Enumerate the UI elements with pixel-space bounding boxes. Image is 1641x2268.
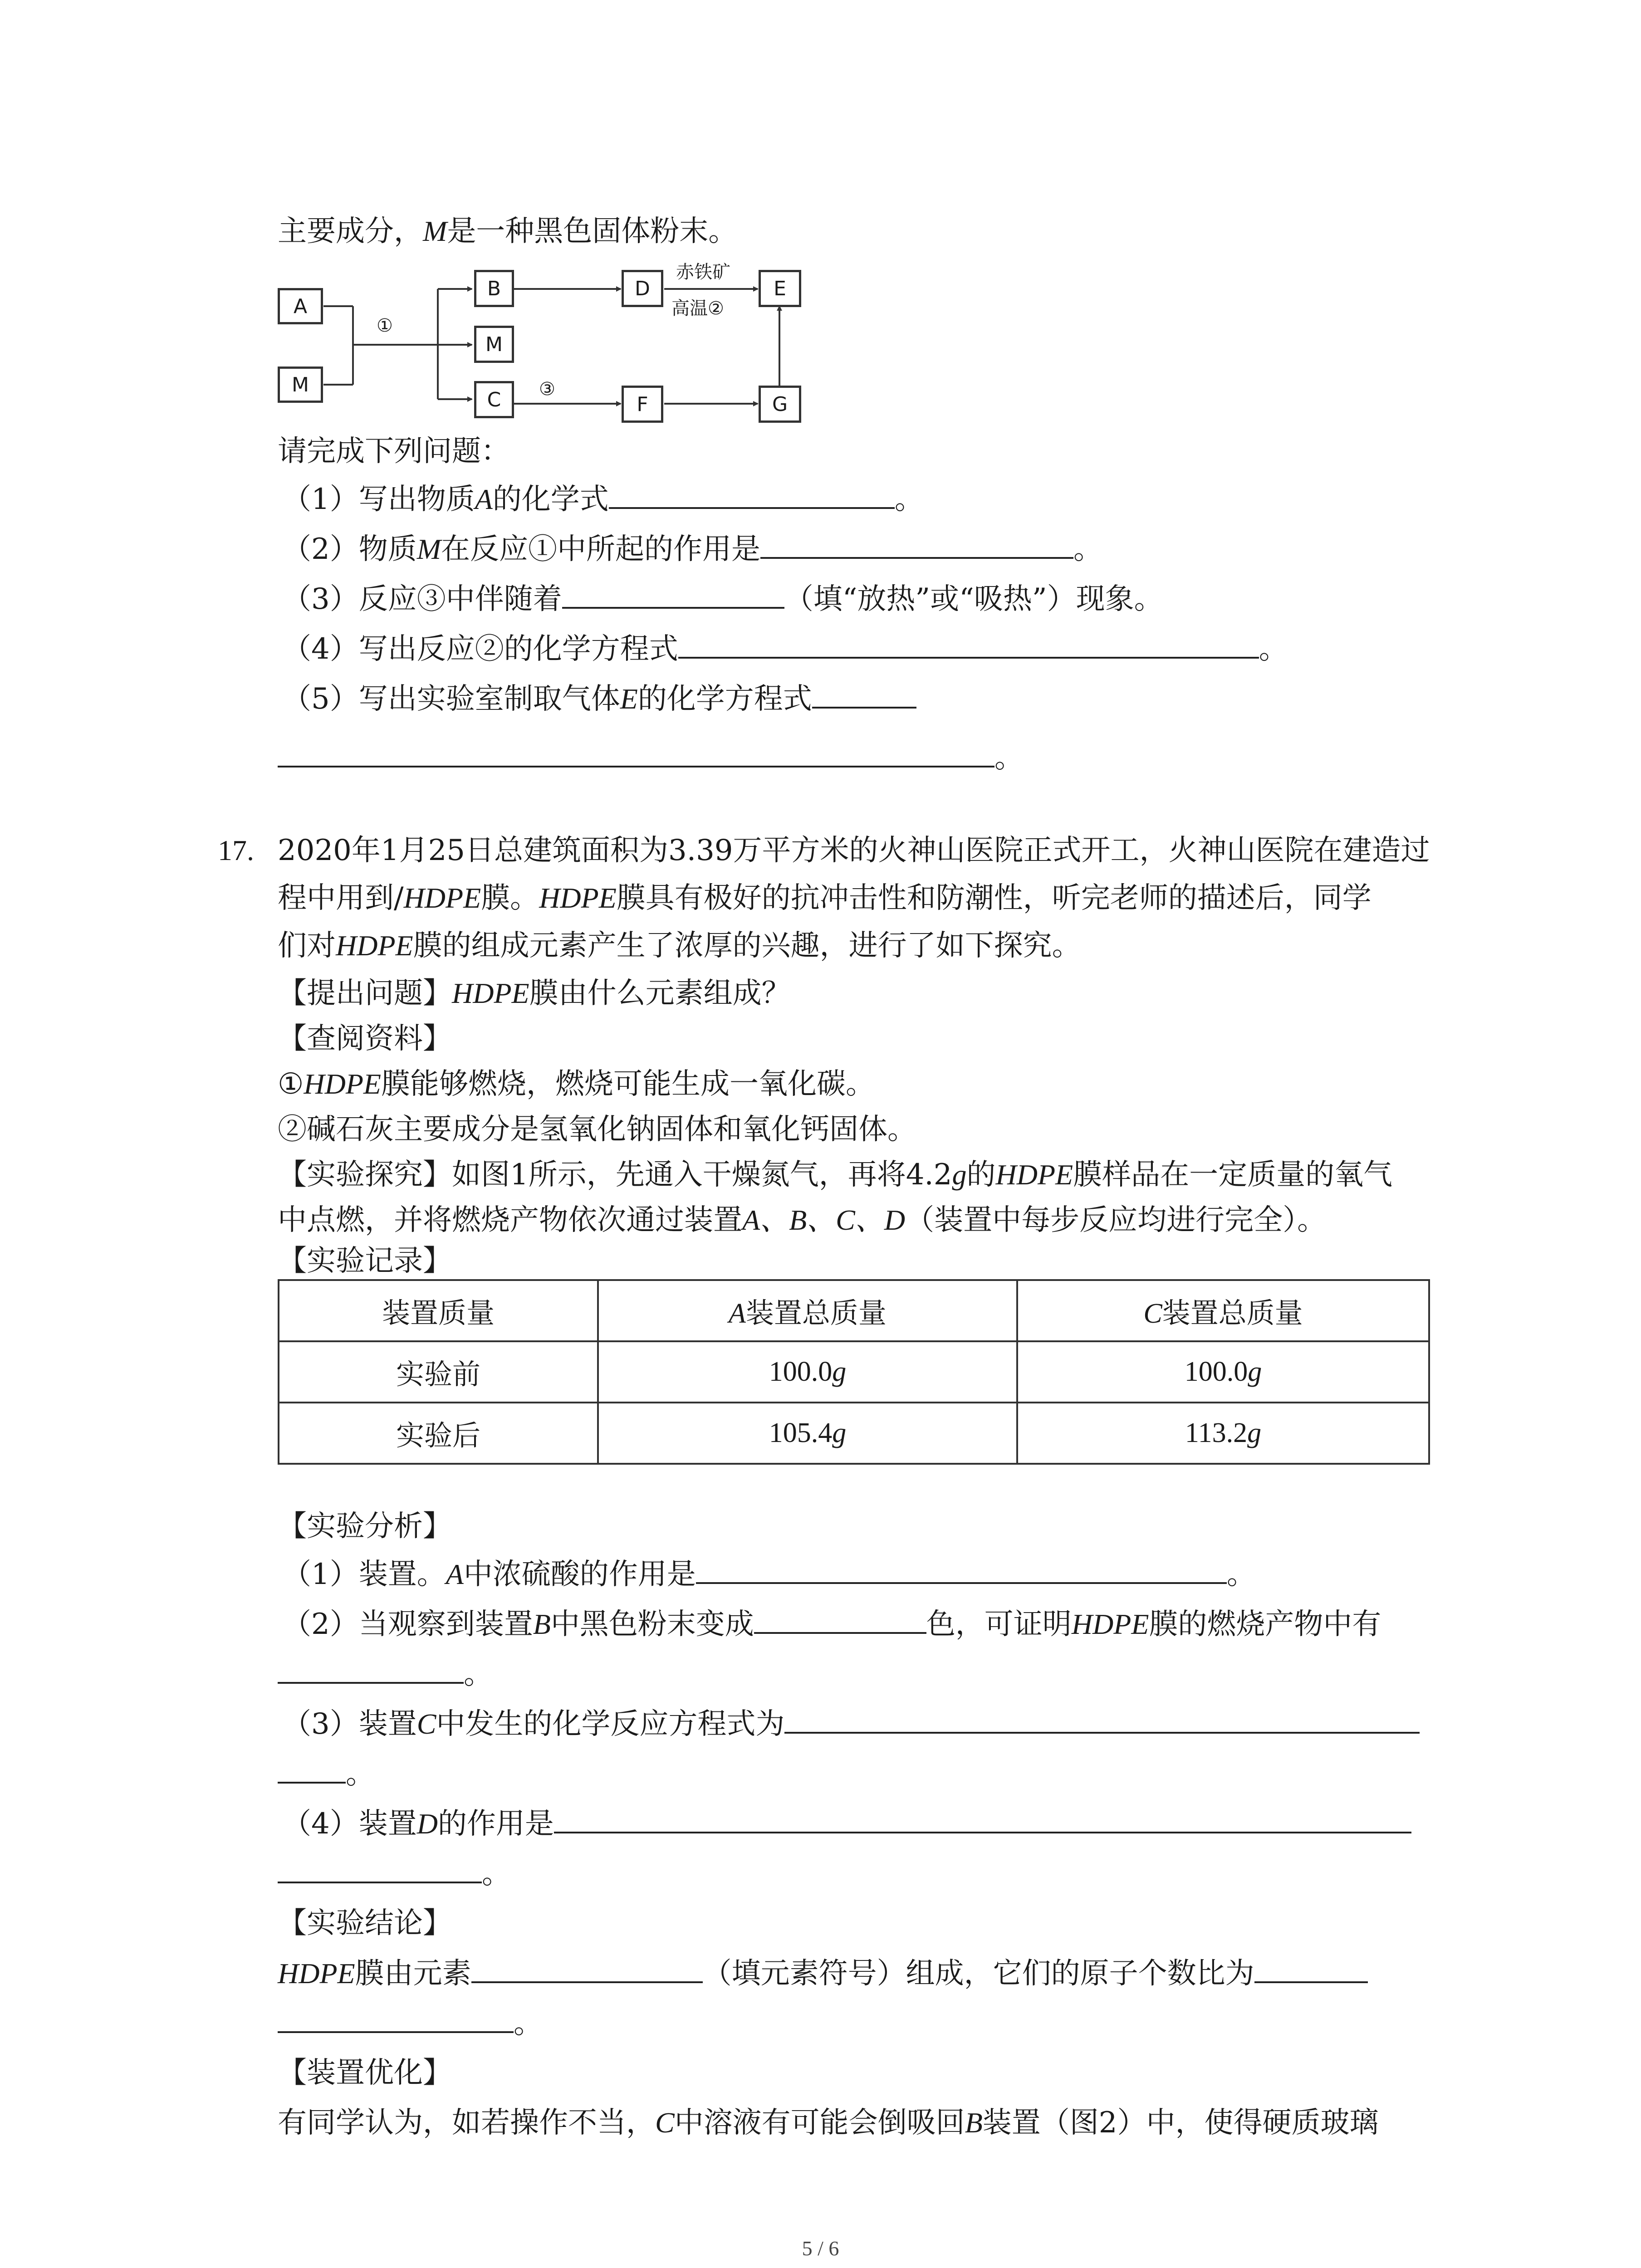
answer-blank-4[interactable] xyxy=(678,631,1259,659)
label-reaction-1: ① xyxy=(377,315,393,336)
answer-blank-1[interactable] xyxy=(609,481,895,509)
answer-blank-5a[interactable] xyxy=(812,680,916,709)
answer-blank-17-ratio-b[interactable] xyxy=(278,2005,514,2033)
row-label: 实验前 xyxy=(279,1341,598,1403)
q17-exp-line1: 【实验探究】如图1所示，先通入干燥氮气，再将4.2g的HDPE膜样品在一定质量的氧气 xyxy=(278,1158,1393,1192)
q17-analysis-4: （4）装置D的作用是 xyxy=(282,1805,1411,1842)
node-a: A xyxy=(278,288,323,324)
header-cell: C装置总质量 xyxy=(1017,1280,1429,1341)
answer-blank-17-elements[interactable] xyxy=(471,1955,703,1983)
q16-sub3: （3）反应③中伴随着 （填“放热”或“吸热”）现象。 xyxy=(282,581,1163,617)
q17-optimization-text: 有同学认为，如若操作不当，C中溶液有可能会倒吸回B装置（图2）中，使得硬质玻璃 xyxy=(278,2106,1379,2140)
table-row xyxy=(279,1341,1429,1403)
header-cell: A装置总质量 xyxy=(598,1280,1017,1341)
q17-conclusion-title: 【实验结论】 xyxy=(278,1906,452,1940)
table-cell: 113.2g xyxy=(1017,1403,1429,1464)
table-row xyxy=(279,1403,1429,1464)
q17-para-line3: 们对HDPE膜的组成元素产生了浓厚的兴趣，进行了如下探究。 xyxy=(278,929,1081,963)
q16-sub4: （4）写出反应②的化学方程式 。 xyxy=(282,631,1288,667)
page-number: 5 / 6 xyxy=(802,2237,839,2260)
answer-blank-3[interactable] xyxy=(562,581,784,609)
answer-blank-17-3a[interactable] xyxy=(784,1706,1420,1734)
q17-analysis-3-cont: 。 xyxy=(278,1755,375,1792)
table-cell: 100.0g xyxy=(1017,1341,1429,1403)
q17-question: 【提出问题】HDPE膜由什么元素组成？ xyxy=(278,977,791,1010)
q17-number: 17. xyxy=(218,834,254,866)
q16-intro: 主要成分，M是一种黑色固体粉末。 xyxy=(278,215,738,248)
q16-sub5-cont: 。 xyxy=(278,739,1024,776)
q17-para-line2: 程中用到/HDPE膜。HDPE膜具有极好的抗冲击性和防潮性，听完老师的描述后，同学 xyxy=(278,881,1372,915)
q17-ref-1: ①HDPE膜能够燃烧，燃烧可能生成一氧化碳。 xyxy=(278,1067,875,1101)
node-e: E xyxy=(759,270,801,307)
node-f: F xyxy=(622,386,663,423)
answer-blank-2[interactable] xyxy=(760,531,1073,559)
node-b: B xyxy=(474,270,514,307)
q17-ref-title: 【查阅资料】 xyxy=(278,1022,452,1056)
table-cell: 105.4g xyxy=(598,1403,1017,1464)
answer-blank-17-1[interactable] xyxy=(696,1556,1227,1584)
answer-blank-5b[interactable] xyxy=(278,739,994,767)
q17-exp-line2: 中点燃，并将燃烧产物依次通过装置A、B、C、D（装置中每步反应均进行完全）。 xyxy=(278,1203,1327,1237)
q17-analysis-2: （2）当观察到装置B中黑色粉末变成 色，可证明HDPE膜的燃烧产物中有 xyxy=(282,1606,1381,1642)
answer-blank-17-2b[interactable] xyxy=(278,1656,464,1684)
q17-analysis-4-cont: 。 xyxy=(278,1855,511,1892)
q17-ref-2: ②碱石灰主要成分是氢氧化钠固体和氧化钙固体。 xyxy=(278,1113,916,1146)
table-cell: 100.0g xyxy=(598,1341,1017,1403)
answer-blank-17-2a[interactable] xyxy=(754,1606,926,1634)
node-c: C xyxy=(474,381,514,418)
q17-para-line1: 2020年1月25日总建筑面积为3.39万平方米的火神山医院正式开工，火神山医院在建造过 xyxy=(278,834,1430,867)
label-hematite: 赤铁矿 xyxy=(676,262,730,283)
label-high-temp-2: 高温② xyxy=(671,298,724,319)
q17-analysis-title: 【实验分析】 xyxy=(278,1510,452,1543)
experiment-record-table xyxy=(278,1279,1430,1465)
q16-prompt: 请完成下列问题： xyxy=(278,435,510,468)
q16-sub1: （1）写出物质A的化学式 。 xyxy=(282,481,924,518)
q17-analysis-1: （1）装置。A中浓硫酸的作用是 。 xyxy=(282,1556,1256,1593)
q17-conclusion: HDPE膜由元素 （填元素符号）组成，它们的原子个数比为 xyxy=(278,1955,1368,1992)
q16-sub5: （5）写出实验室制取气体E的化学方程式 xyxy=(282,680,916,717)
node-d: D xyxy=(622,270,663,307)
q17-conclusion-cont: 。 xyxy=(278,2005,543,2042)
node-m-output: M xyxy=(474,326,514,363)
node-g: G xyxy=(759,386,801,423)
header-cell: 装置质量 xyxy=(279,1280,598,1341)
q17-optimization-title: 【装置优化】 xyxy=(278,2056,452,2090)
answer-blank-17-3b[interactable] xyxy=(278,1755,346,1784)
q17-analysis-3: （3）装置C中发生的化学反应方程式为 xyxy=(282,1706,1420,1742)
answer-blank-17-4a[interactable] xyxy=(554,1805,1411,1833)
node-m-input: M xyxy=(278,367,323,403)
q16-sub2: （2）物质M在反应①中所起的作用是 。 xyxy=(282,531,1102,567)
answer-blank-17-4b[interactable] xyxy=(278,1855,482,1883)
table-header-row xyxy=(279,1280,1429,1341)
answer-blank-17-ratio-a[interactable] xyxy=(1254,1955,1368,1983)
label-reaction-3: ③ xyxy=(539,379,555,400)
row-label: 实验后 xyxy=(279,1403,598,1464)
q17-record-title: 【实验记录】 xyxy=(278,1244,452,1278)
diagram-connectors xyxy=(272,254,817,435)
q17-analysis-2-cont: 。 xyxy=(278,1656,493,1692)
